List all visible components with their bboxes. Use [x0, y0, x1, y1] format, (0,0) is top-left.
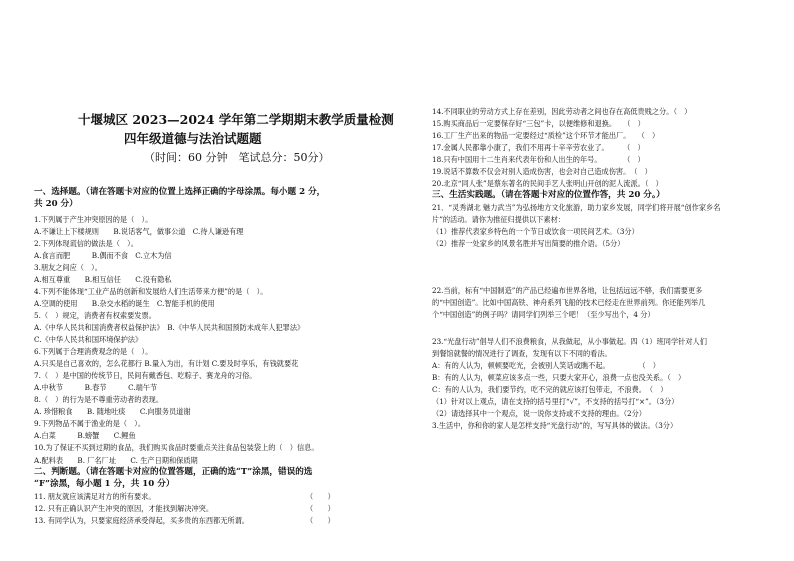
question-8-options: A. 珍惜粮食 B. 随地吐痰 C.向服务员道谢	[34, 407, 191, 416]
question-8: 8.（ ）的行为是不尊重劳动者的表现。	[34, 395, 164, 404]
question-14: 14.不同职业的劳动方式上存在差别，因此劳动者之间也存在高低贵贱之分。（ ）	[432, 107, 692, 116]
question-5-options-cont: C.《中华人民共和国环境保护法》	[34, 335, 143, 344]
question-16: 16.工厂生产出来的物品一定要经过“质检”这个环节才能出厂。 （ ）	[432, 131, 660, 140]
question-21-line-3: （1）推荐代表家乡特色的一个节日或饮食一项民间艺术。（3分）	[432, 227, 639, 236]
question-12: 12. 只有正确认识产生冲突的原因，才能找到解决冲突。	[34, 504, 214, 513]
answer-paren-12[interactable]: （ ）	[306, 504, 335, 513]
question-11: 11. 朋友就应该满足对方的所有要求。	[34, 492, 156, 501]
question-10-options: A.配料表 B. 厂名厂址 C. 生产日期和保质期	[34, 456, 198, 465]
question-17: 17.金属人民都靠小康了，我们不用再十辛辛劳农业了。 （ ）	[432, 143, 645, 152]
question-15: 15.购买商品后一定要保存好“三包”卡，以便维修和退换。 （ ）	[432, 119, 645, 128]
question-4: 4.下列不能体现“工业产品的创新和发展给人们生活带来方便”的是（ ）。	[34, 287, 268, 296]
question-5: 5.（ ）规定，消费者有权索要发票。	[34, 311, 156, 320]
question-2: 2.下列体现谎信的做法是（ ）。	[34, 239, 138, 248]
question-22-line-3: 个“中国创造”的例子吗？请同学们列举三个吧！（至少写出个，4 分）	[432, 310, 655, 319]
question-4-options: A.空调的使用 B.杂交水稻的诞生 C.智能手机的使用	[34, 299, 215, 308]
question-23-task-2: （2）请选择其中一个观点，说一说你支持或不支持的理由。（2分）	[432, 409, 646, 418]
question-2-options: A.食言而肥 B.偶而不食 C.立木为信	[34, 251, 172, 260]
question-9: 9.下列物品不属于渔业的是（ ）。	[34, 419, 146, 428]
question-23-line-1: 23.“光盘行动”倡导人们不浪费粮食，从我做起，从小事做起。四（1）班同学针对人们	[432, 337, 707, 346]
question-19: 19.说话不算数不仅会对别人造成伤害，也会对自己造成伤害。 （ ）	[432, 167, 652, 176]
question-21-line-2: 片”的活动。请你为推征归提供以下素材：	[432, 215, 566, 224]
question-6: 6.下列属于合理消费观念的是（ ）。	[34, 347, 153, 356]
section-choice-title: 一、选择题。（请在答题卡对应的位置上选择正确的字母涂黑。每小题 2 分，	[34, 187, 326, 197]
question-13: 13. 有同学认为，只要家庭经济承受得起，买多贵的东西都无所谓。	[34, 516, 249, 525]
question-9-options: A.白菜 B.螃蟹 C.鲤鱼	[34, 431, 136, 440]
answer-paren-11[interactable]: （ ）	[306, 492, 335, 501]
question-23-task-1: （1）针对以上观点，请在支持的括号里打“√”，不支持的括号打“×”。（3分）	[432, 397, 679, 406]
question-7: 7.（ ）是中国的传统节日，民间有戴香包、吃粽子、赛龙舟的习俗。	[34, 371, 257, 380]
question-23-view-c: C：有的人认为，我们要节约，吃不完的就应该打包带走，不浪费。 （ ）	[432, 385, 668, 394]
section-judge-title: 二、判断题。（请在答题卡对应的位置答题，正确的选“T”涂黑，错误的选	[34, 467, 313, 477]
question-21-line-1: 21．“灵秀湖北 魅力武当”为弘扬地方文化旅游，助力家乡发展，同学们将开展“创作家乡名	[432, 203, 721, 212]
question-22-line-2: 的“中国创造”。比如中国高铁、神舟系列飞船的技术已经走在世界前列。你还能列举几	[432, 298, 706, 307]
answer-paren-13[interactable]: （ ）	[306, 516, 335, 525]
question-1: 1.下列属于产生冲突原因的是（ ）。	[34, 215, 153, 224]
question-3: 3.朋友之间应（ ）。	[34, 263, 102, 272]
section-choice-title-cont: 共 20 分）	[34, 199, 78, 209]
question-23-line-2: 到餐馆就餐的情况进行了调查，发现有以下不同的看法。	[432, 349, 612, 358]
question-21-line-4: （2）推荐一处家乡的风景名胜并写出简要的推介语。（5分）	[432, 239, 625, 248]
question-10: 10.为了保证不买到过期的食品，我们购买食品时要重点关注食品包装袋上的（ ）信息。	[34, 443, 319, 452]
exam-subject: 四年级道德与法治试题题	[124, 131, 262, 146]
section-judge-title-cont: “F”涂黑，每小题 1 分，共 10 分）	[34, 479, 175, 489]
question-23-view-b: B：有的人认为，顿菜应该多点一些，只要大家开心，浪费一点也没关系。（ ）	[432, 373, 686, 382]
question-1-options: A.不谦让上下楼规则 B.说话客气，做事公道 C.待人谦逊有理	[34, 227, 244, 236]
question-6-options: A.只买是自己喜欢的，怎么花都行 B.量入为出，有计划 C.要及时享乐，有钱就要花	[34, 359, 299, 368]
question-18: 18.只有中国用十二生肖来代表年份和人出生的年号。 （ ）	[432, 155, 645, 164]
section-practice-title: 三、生活实践题。（请在答题卡对应的位置作答，共 20 分。）	[432, 190, 665, 200]
question-5-options: A.《中华人民共和国消费者权益保护法》 B.《中华人民共和国预防未成年人犯罪法》	[34, 323, 305, 332]
exam-title: 十堰城区 2023—2024 学年第二学期期末教学质量检测	[78, 112, 394, 127]
question-20: 20.北京“同人张”是蔡东著名的民间手艺人张明山开创的泥人流派。（ ）	[432, 179, 663, 188]
question-22-line-1: 22.当前，标有“中国制造”的产品已经遍布世界各地，让包括远远不够，我们需要更多	[432, 286, 703, 295]
question-23-task-3: 3.生活中，你和你的家人是怎样支持“光盘行动”的，写写具体的做法。（3分）	[432, 421, 678, 430]
question-23-view-a: A：有的人认为，顿顿要吃光，会被别人笑话或瞧不起。 （ ）	[432, 361, 660, 370]
question-7-options: A.中秋节 B.春节 C.端午节	[34, 383, 158, 392]
question-3-options: A.相互尊重 B.相互信任 C.没有隐私	[34, 275, 172, 284]
exam-meta: （时间：60 分钟 笔试总分：50分）	[144, 151, 330, 164]
